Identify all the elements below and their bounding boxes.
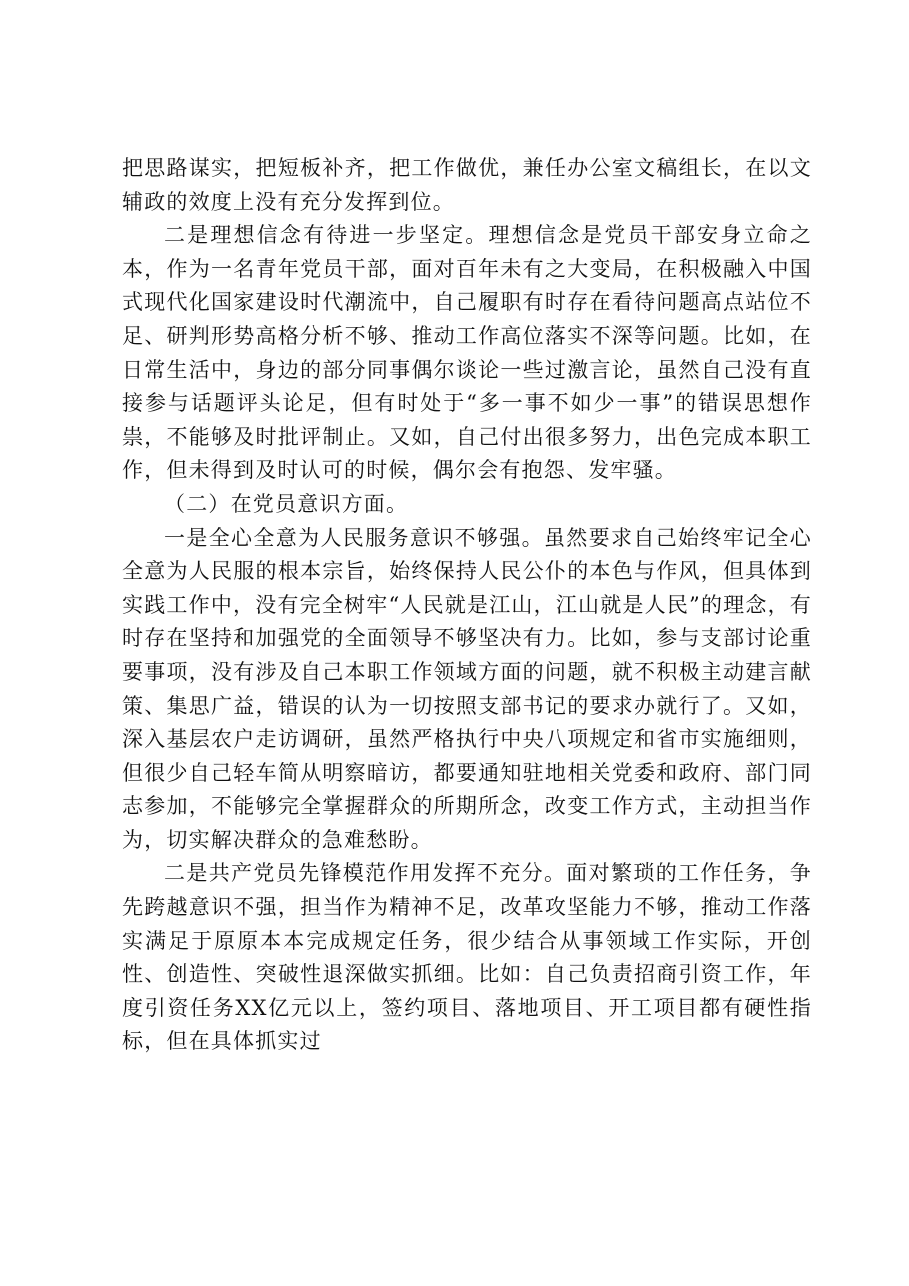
paragraph-continued: 把思路谋实，把短板补齐，把工作做优，兼任办公室文稿组长，在以文辅政的效度上没有充分发挥到位。 [122, 156, 812, 214]
document-body [122, 152, 812, 1059]
paragraph-serve-people: 一是全心全意为人民服务意识不够强。虽然要求自己始终牢记全心全意为人民服的根本宗旨，始终保持人民公仆的本色与作风，但具体到实践工作中，没有完全树牢“人民就是江山，江山就是人民”的理念，有时存在坚持和加强党的全面领导不够坚决有力。比如，参与支部讨论重要事项，没有涉及自己本职工作领域方面的问题，就不积极主动建言献策、集思广益，错误的认为一切按照支部书记的要求办就行了。又如，深入基层农户走访调研，虽然严格执行中央八项规定和省市实施细则，但很少自己轻车简从明察暗访，都要通知驻地相关党委和政府、部门同志参加，不能够完全掌握群众的所期所念，改变工作方式，主动担当作为，切实解决群众的急难愁盼。 [122, 525, 812, 852]
paragraph-vanguard-role: 二是共产党员先锋模范作用发挥不充分。面对繁琐的工作任务，争先跨越意识不强，担当作为精神不足，改革攻坚能力不够，推动工作落实满足于原原本本完成规定任务，很少结合从事领域工作实际，开创性、创造性、突破性退深做实抓细。比如：自己负责招商引资工作，年度引资任务XX亿元以上，签约项目、落地项目、开工项目都有硬性指标，但在具体抓实过 [122, 861, 812, 1054]
section-heading-party-awareness: （二）在党员意识方面。 [164, 491, 409, 516]
paragraph-ideal-belief: 二是理想信念有待进一步坚定。理想信念是党员干部安身立命之本，作为一名青年党员干部，面对百年未有之大变局，在积极融入中国式现代化国家建设时代潮流中，自己履职有时存在看待问题高点站位不足、研判形势高格分析不够、推动工作高位落实不深等问题。比如，在日常生活中，身边的部分同事偶尔谈论一些过激言论，虽然自己没有直接参与话题评头论足，但有时处于“多一事不如少一事”的错误思想作祟，不能够及时批评制止。又如，自己付出很多努力，出色完成本职工作，但未得到及时认可的时候，偶尔会有抱怨、发牢骚。 [122, 223, 812, 483]
